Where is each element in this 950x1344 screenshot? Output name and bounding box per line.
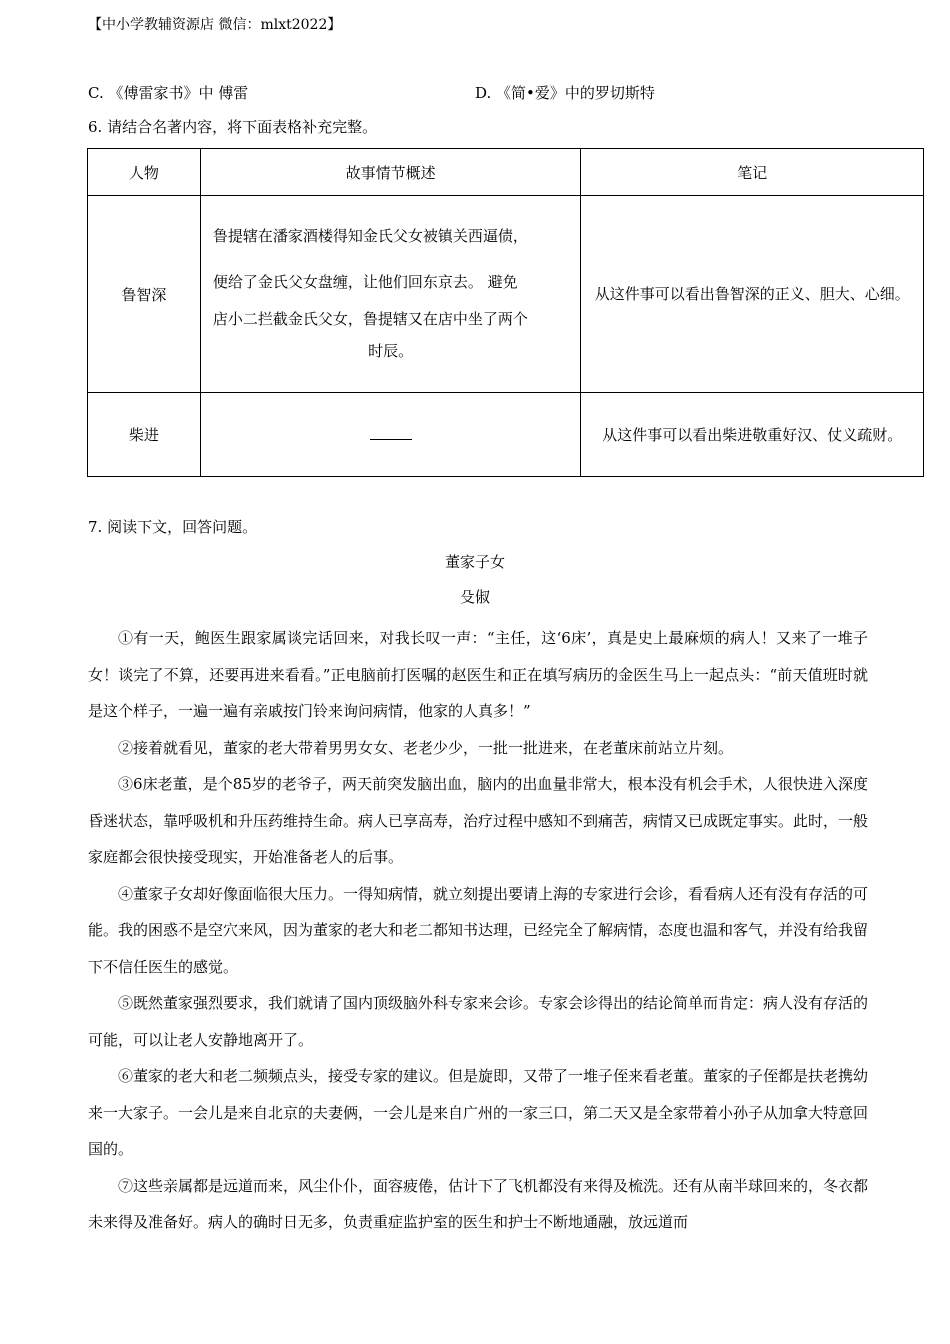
- table-header-row: [88, 149, 924, 196]
- option-c: C. 《傅雷家书》中 傅雷: [88, 84, 249, 102]
- table-row: [88, 393, 924, 477]
- paragraph: ⑤既然董家强烈要求，我们就请了国内顶级脑外科专家来会诊。专家会诊得出的结论简单而肯定：病人没有存活的可能，可以让老人安静地离开了。: [88, 994, 869, 1049]
- q6-prompt: 6. 请结合名著内容，将下面表格补充完整。: [88, 118, 378, 136]
- q7-prompt: 7. 阅读下文，回答问题。: [88, 518, 258, 536]
- note-cell: 从这件事可以看出柴进敬重好汉、仗义疏财。: [581, 393, 924, 477]
- table-row: [88, 196, 924, 393]
- paragraph: ④董家子女却好像面临很大压力。一得知病情，就立刻提出要请上海的专家进行会诊，看看病人还有没有存活的可能。我的困惑不是空穴来风，因为董家的老大和老二都知书达理，已经完全了解病情，态度也温和客气，并没有给我留下不信任医生的感觉。: [88, 884, 869, 976]
- q6-table: [87, 148, 924, 477]
- note-cell: 从这件事可以看出鲁智深的正义、胆大、心细。: [581, 196, 924, 393]
- story-line: 时辰。: [368, 341, 414, 360]
- story-line: 便给了金氏父女盘缠，让他们回东京去。 避免: [212, 272, 518, 291]
- resource-header: 【中小学教辅资源店 微信：mlxt2022】: [88, 17, 342, 33]
- paragraph: ③6床老董，是个85岁的老爷子，两天前突发脑出血，脑内的出血量非常大，根本没有机会手术，人很快进入深度昏迷状态，靠呼吸机和升压药维持生命。病人已享高寿，治疗过程中感知不到痛苦，病情又已成既定事实。此时，一般家庭都会很快接受现实，开始准备老人的后事。: [88, 775, 869, 866]
- person-cell: 柴进: [88, 393, 201, 477]
- answer-blank[interactable]: [370, 438, 412, 440]
- header-note: 笔记: [581, 149, 924, 196]
- paragraph: ⑥董家的老大和老二频频点头，接受专家的建议。但是旋即，又带了一堆子侄来看老董。董家的子侄都是扶老携幼来一大家子。一会儿是来自北京的夫妻俩，一会儿是来自广州的一家三口，第二天又是全家带着小孙子从加拿大特意回国的。: [88, 1067, 869, 1158]
- paragraph: ⑦这些亲属都是远道而来，风尘仆仆，面容疲倦，估计下了飞机都没有来得及梳洗。还有从南半球回来的，冬衣都未来得及准备好。病人的确时日无多，负责重症监护室的医生和护士不断地通融，放远道而: [88, 1176, 869, 1231]
- article-body: [88, 620, 868, 1241]
- article-author: 殳俶: [459, 588, 490, 606]
- header-person: 人物: [88, 149, 201, 196]
- option-d: D. 《简•爱》中的罗切斯特: [475, 84, 655, 102]
- story-cell: [200, 196, 581, 393]
- paragraph: ②接着就看见，董家的老大带着男男女女、老老少少，一批一批进来，在老董床前站立片刻。: [118, 738, 734, 757]
- person-cell: 鲁智深: [88, 196, 201, 393]
- story-line: 店小二拦截金氏父女，鲁提辖又在店中坐了两个: [212, 310, 528, 328]
- story-line: 鲁提辖在潘家酒楼得知金氏父女被镇关西逼债，: [212, 227, 528, 245]
- paragraph: ①有一天，鲍医生跟家属谈完话回来，对我长叹一声：“主任，这‘6床’，真是史上最麻烦的病人！又来了一堆子女！谈完了不算，还要再进来看看。”正电脑前打医嘱的赵医生和正在填写病历的金医生马上一起点头：“前天值班时就是这个样子，一遍一遍有亲戚按门铃来询问病情，他家的人真多！”: [88, 629, 868, 720]
- answer-blank-cell[interactable]: [200, 393, 581, 477]
- article-title: 董家子女: [444, 553, 505, 571]
- header-story: 故事情节概述: [200, 149, 581, 196]
